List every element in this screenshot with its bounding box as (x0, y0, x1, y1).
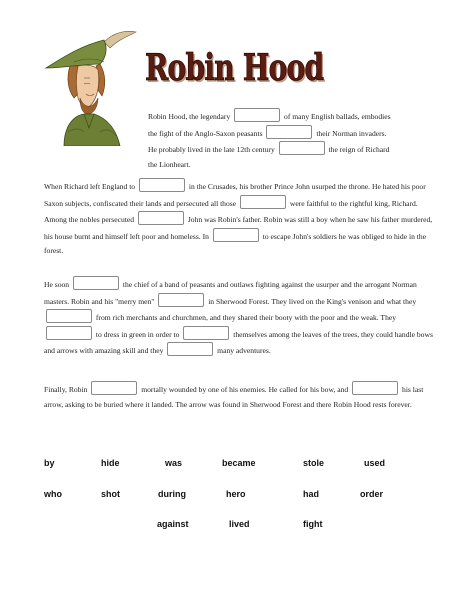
word-bank-item: hide (101, 458, 120, 468)
paragraph-text: When Richard left England to (44, 182, 137, 191)
paragraph-text: from rich merchants and churchmen, and they shared their booty with the poor and the weak. They (94, 313, 397, 323)
paragraph-text: to dress in green in order to (94, 329, 182, 339)
paragraph-text: their Norman invaders. He probably lived in the late 12th century (148, 128, 387, 155)
paragraph-text: John was Robin's father. Robin was still a boy when he saw his father murdered, his house burnt and himself left poor and homeless. In (44, 215, 433, 241)
paragraph-text: Robin Hood, the legendary (148, 112, 233, 121)
word-bank-item: became (222, 458, 256, 468)
paragraph-text: the reign of Richard the Lionheart. (148, 145, 390, 169)
paragraph-2 (44, 178, 434, 259)
word-bank-item: shot (101, 489, 120, 499)
word-bank-item: who (44, 489, 62, 499)
word-bank-item: had (303, 489, 320, 499)
word-bank-item: used (364, 458, 386, 468)
paragraph-text: many adventures. (215, 346, 271, 356)
word-bank-item: against (157, 519, 189, 529)
answer-blank[interactable] (279, 141, 325, 155)
answer-blank[interactable] (158, 293, 204, 307)
answer-blank[interactable] (234, 108, 280, 122)
word-bank-item: was (165, 458, 183, 468)
paragraph-text: were faithful to the rightful king, Richard. Among the nobles persecuted (44, 198, 418, 225)
word-bank-item: during (158, 489, 186, 499)
paragraph-4 (44, 381, 434, 412)
answer-blank[interactable] (46, 309, 92, 323)
word-bank-item: hero (226, 489, 246, 499)
word-bank-item: by (44, 458, 55, 468)
word-bank-item: order (360, 489, 384, 499)
answer-blank[interactable] (213, 228, 259, 242)
word-bank (0, 450, 467, 550)
word-bank-item: fight (303, 519, 323, 529)
answer-blank[interactable] (167, 342, 213, 356)
robin-hood-portrait (44, 28, 138, 146)
answer-blank[interactable] (138, 211, 184, 225)
worksheet-title: Robin Hood (145, 47, 324, 89)
paragraph-text: themselves among the leaves of the trees, they could handle bows and arrows with amazing skill and they (44, 329, 433, 356)
answer-blank[interactable] (139, 178, 185, 192)
answer-blank[interactable] (266, 125, 312, 139)
paragraph-text: Finally, Robin (44, 385, 90, 394)
answer-blank[interactable] (73, 276, 119, 290)
paragraph-text: mortally wounded by one of his enemies. He called for his bow, and (139, 385, 351, 394)
answer-blank[interactable] (240, 195, 286, 209)
paragraph-text: the chief of a band of peasants and outlaws fighting against the usurper and the arrogant Norman masters. Robin and his "merry men" (44, 280, 417, 306)
word-bank-item: stole (303, 458, 325, 468)
paragraph-text: He soon (44, 280, 71, 289)
paragraph-3 (44, 276, 434, 359)
answer-blank[interactable] (352, 381, 398, 395)
word-bank-item: lived (229, 519, 250, 529)
answer-blank[interactable] (46, 326, 92, 340)
paragraph-text: to escape John's soldiers he was obliged to hide in the forest. (44, 231, 427, 256)
answer-blank[interactable] (183, 326, 229, 340)
answer-blank[interactable] (91, 381, 137, 395)
paragraph-text: of many English ballads, embodies the fight of the Anglo-Saxon peasants (148, 112, 391, 138)
paragraph-text: in the Crusades, his brother Prince John usurped the throne. He hated his poor Saxon subjects, confiscated their lands and persecuted all those (44, 182, 426, 208)
paragraph-1 (148, 108, 393, 172)
title-block (145, 42, 324, 94)
paragraph-text: his last arrow, asking to be buried where it landed. The arrow was found in Sherwood Forest and there Robin Hood rests forever. (44, 385, 424, 409)
paragraph-text: in Sherwood Forest. They lived on the King's venison and what they (206, 296, 417, 306)
